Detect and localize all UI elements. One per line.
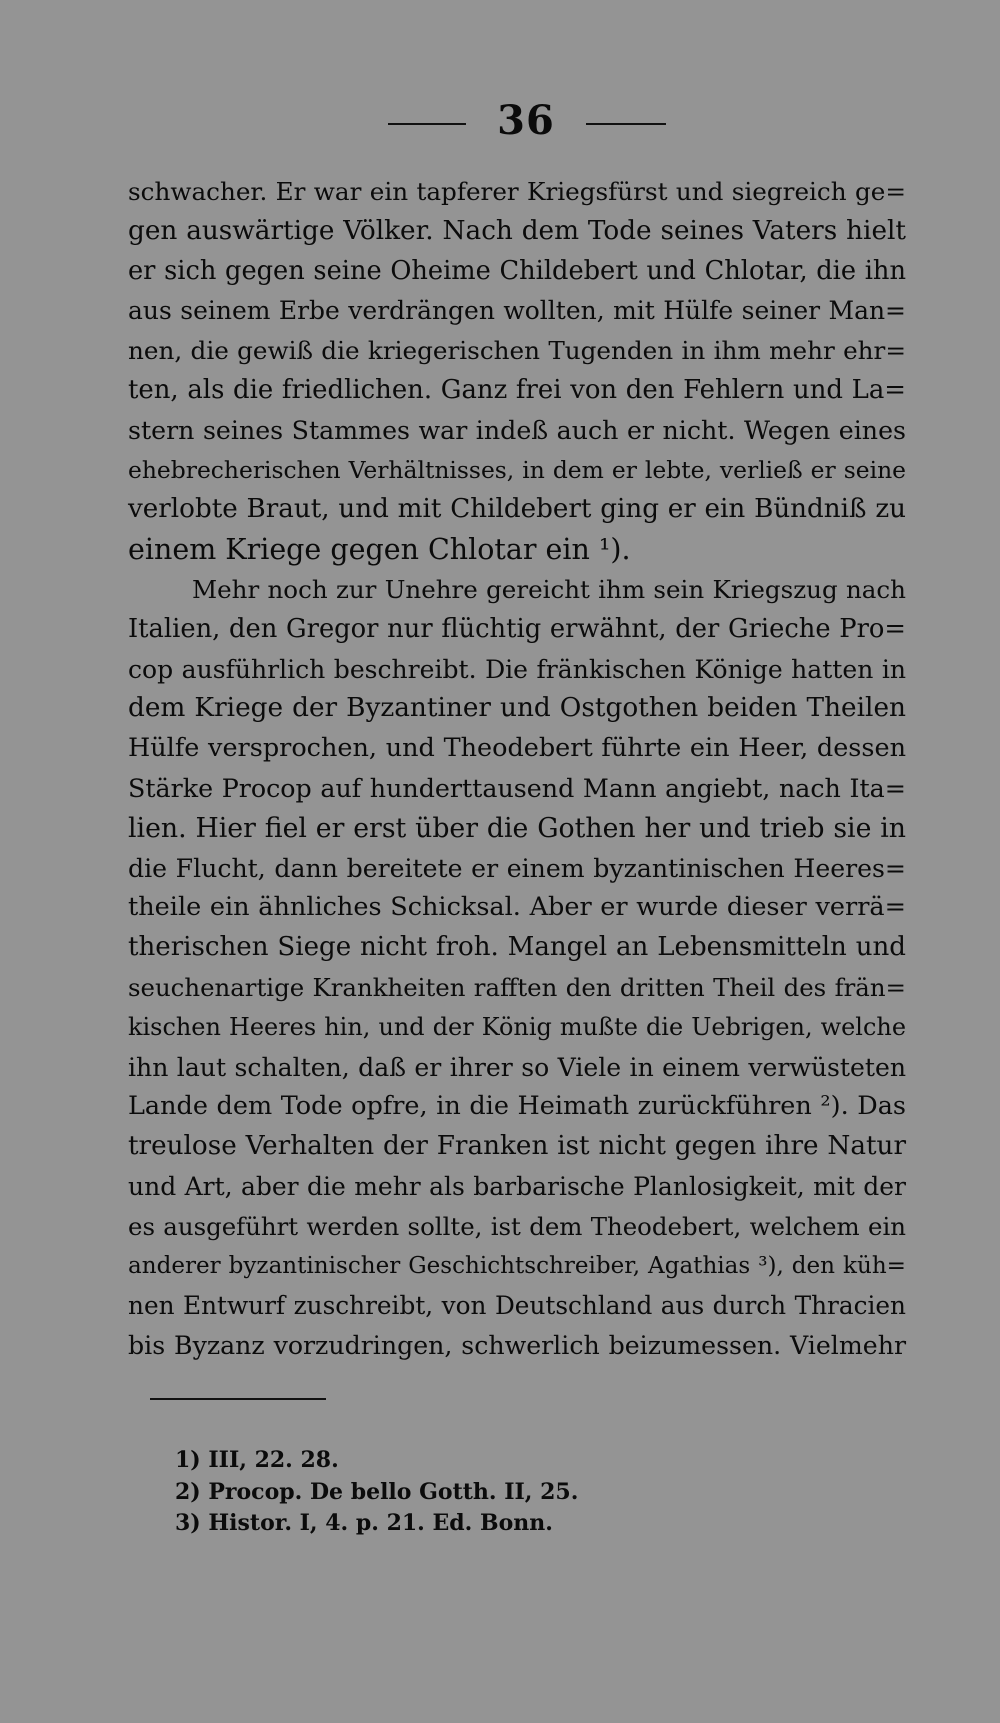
text-line: schwacher. Er war ein tapferer Kriegsfürst und siegreich ge=	[128, 177, 906, 206]
footnote: 3) Histor. I, 4. p. 21. Ed. Bonn.	[175, 1510, 553, 1536]
page-header	[0, 96, 1000, 146]
text-line: aus seinem Erbe verdrängen wollten, mit Hülfe seiner Man=	[128, 296, 906, 326]
text-line: nen Entwurf zuschreibt, von Deutschland aus durch Thracien	[128, 1291, 906, 1321]
text-line: lien. Hier fiel er erst über die Gothen her und trieb sie in	[128, 812, 906, 844]
text-line: therischen Siege nicht froh. Mangel an Lebensmitteln und	[128, 932, 906, 963]
text-line: seuchenartige Krankheiten rafften den dritten Theil des frän=	[128, 972, 906, 1002]
text-line: Italien, den Gregor nur flüchtig erwähnt, der Grieche Pro=	[128, 613, 906, 644]
text-line: es ausgeführt werden sollte, ist dem Theodebert, welchem ein	[128, 1211, 906, 1241]
page-number: 36	[497, 97, 555, 144]
footnote: 2) Procop. De bello Gotth. II, 25.	[175, 1478, 579, 1505]
header-rule-right	[586, 123, 666, 125]
text-line: theile ein ähnliches Schicksal. Aber er wurde dieser verrä=	[128, 892, 906, 923]
text-line: er sich gegen seine Oheime Childebert und Chlotar, die ihn	[128, 255, 906, 286]
text-line: stern seines Stammes war indeß auch er nicht. Wegen eines	[128, 415, 906, 445]
text-line: bis Byzanz vorzudringen, schwerlich beizumessen. Vielmehr	[128, 1331, 906, 1361]
text-line: kischen Heeres hin, und der König mußte die Uebrigen, welche	[128, 1012, 906, 1041]
text-line: gen auswärtige Völker. Nach dem Tode seines Vaters hielt	[128, 215, 906, 246]
text-line: dem Kriege der Byzantiner und Ostgothen beiden Theilen	[128, 693, 906, 724]
text-line: ten, als die friedlichen. Ganz frei von den Fehlern und La=	[128, 374, 906, 405]
text-line: ehebrecherischen Verhältnisses, in dem er lebte, verließ er seine	[128, 455, 906, 484]
text-line: ihn laut schalten, daß er ihrer so Viele in einem verwüsteten	[128, 1052, 906, 1082]
text-line: anderer byzantinischer Geschichtschreiber, Agathias ³), den küh=	[128, 1252, 906, 1279]
text-line: Hülfe versprochen, und Theodebert führte ein Heer, dessen	[128, 733, 906, 764]
footnote-rule	[150, 1398, 326, 1400]
text-line: cop ausführlich beschreibt. Die fränkischen Könige hatten in	[128, 654, 906, 684]
body-text	[128, 172, 906, 1366]
text-line: verlobte Braut, und mit Childebert ging er ein Bündniß zu	[128, 494, 906, 525]
footnote: 1) III, 22. 28.	[175, 1447, 339, 1473]
text-line: Stärke Procop auf hunderttausend Mann angiebt, nach Ita=	[128, 772, 906, 803]
text-line: treulose Verhalten der Franken ist nicht gegen ihre Natur	[128, 1131, 906, 1162]
text-line: nen, die gewiß die kriegerischen Tugenden in ihm mehr ehr=	[128, 336, 906, 366]
footnotes	[175, 1445, 875, 1540]
text-line: die Flucht, dann bereitete er einem byzantinischen Heeres=	[128, 853, 906, 883]
header-rule-left	[388, 123, 466, 125]
text-line: Mehr noch zur Unehre gereicht ihm sein Kriegszug nach	[192, 574, 906, 604]
text-line: einem Kriege gegen Chlotar ein ¹).	[128, 533, 631, 567]
text-line: Lande dem Tode opfre, in die Heimath zurückführen ²). Das	[128, 1091, 906, 1122]
text-line: und Art, aber die mehr als barbarische Planlosigkeit, mit der	[128, 1171, 906, 1201]
